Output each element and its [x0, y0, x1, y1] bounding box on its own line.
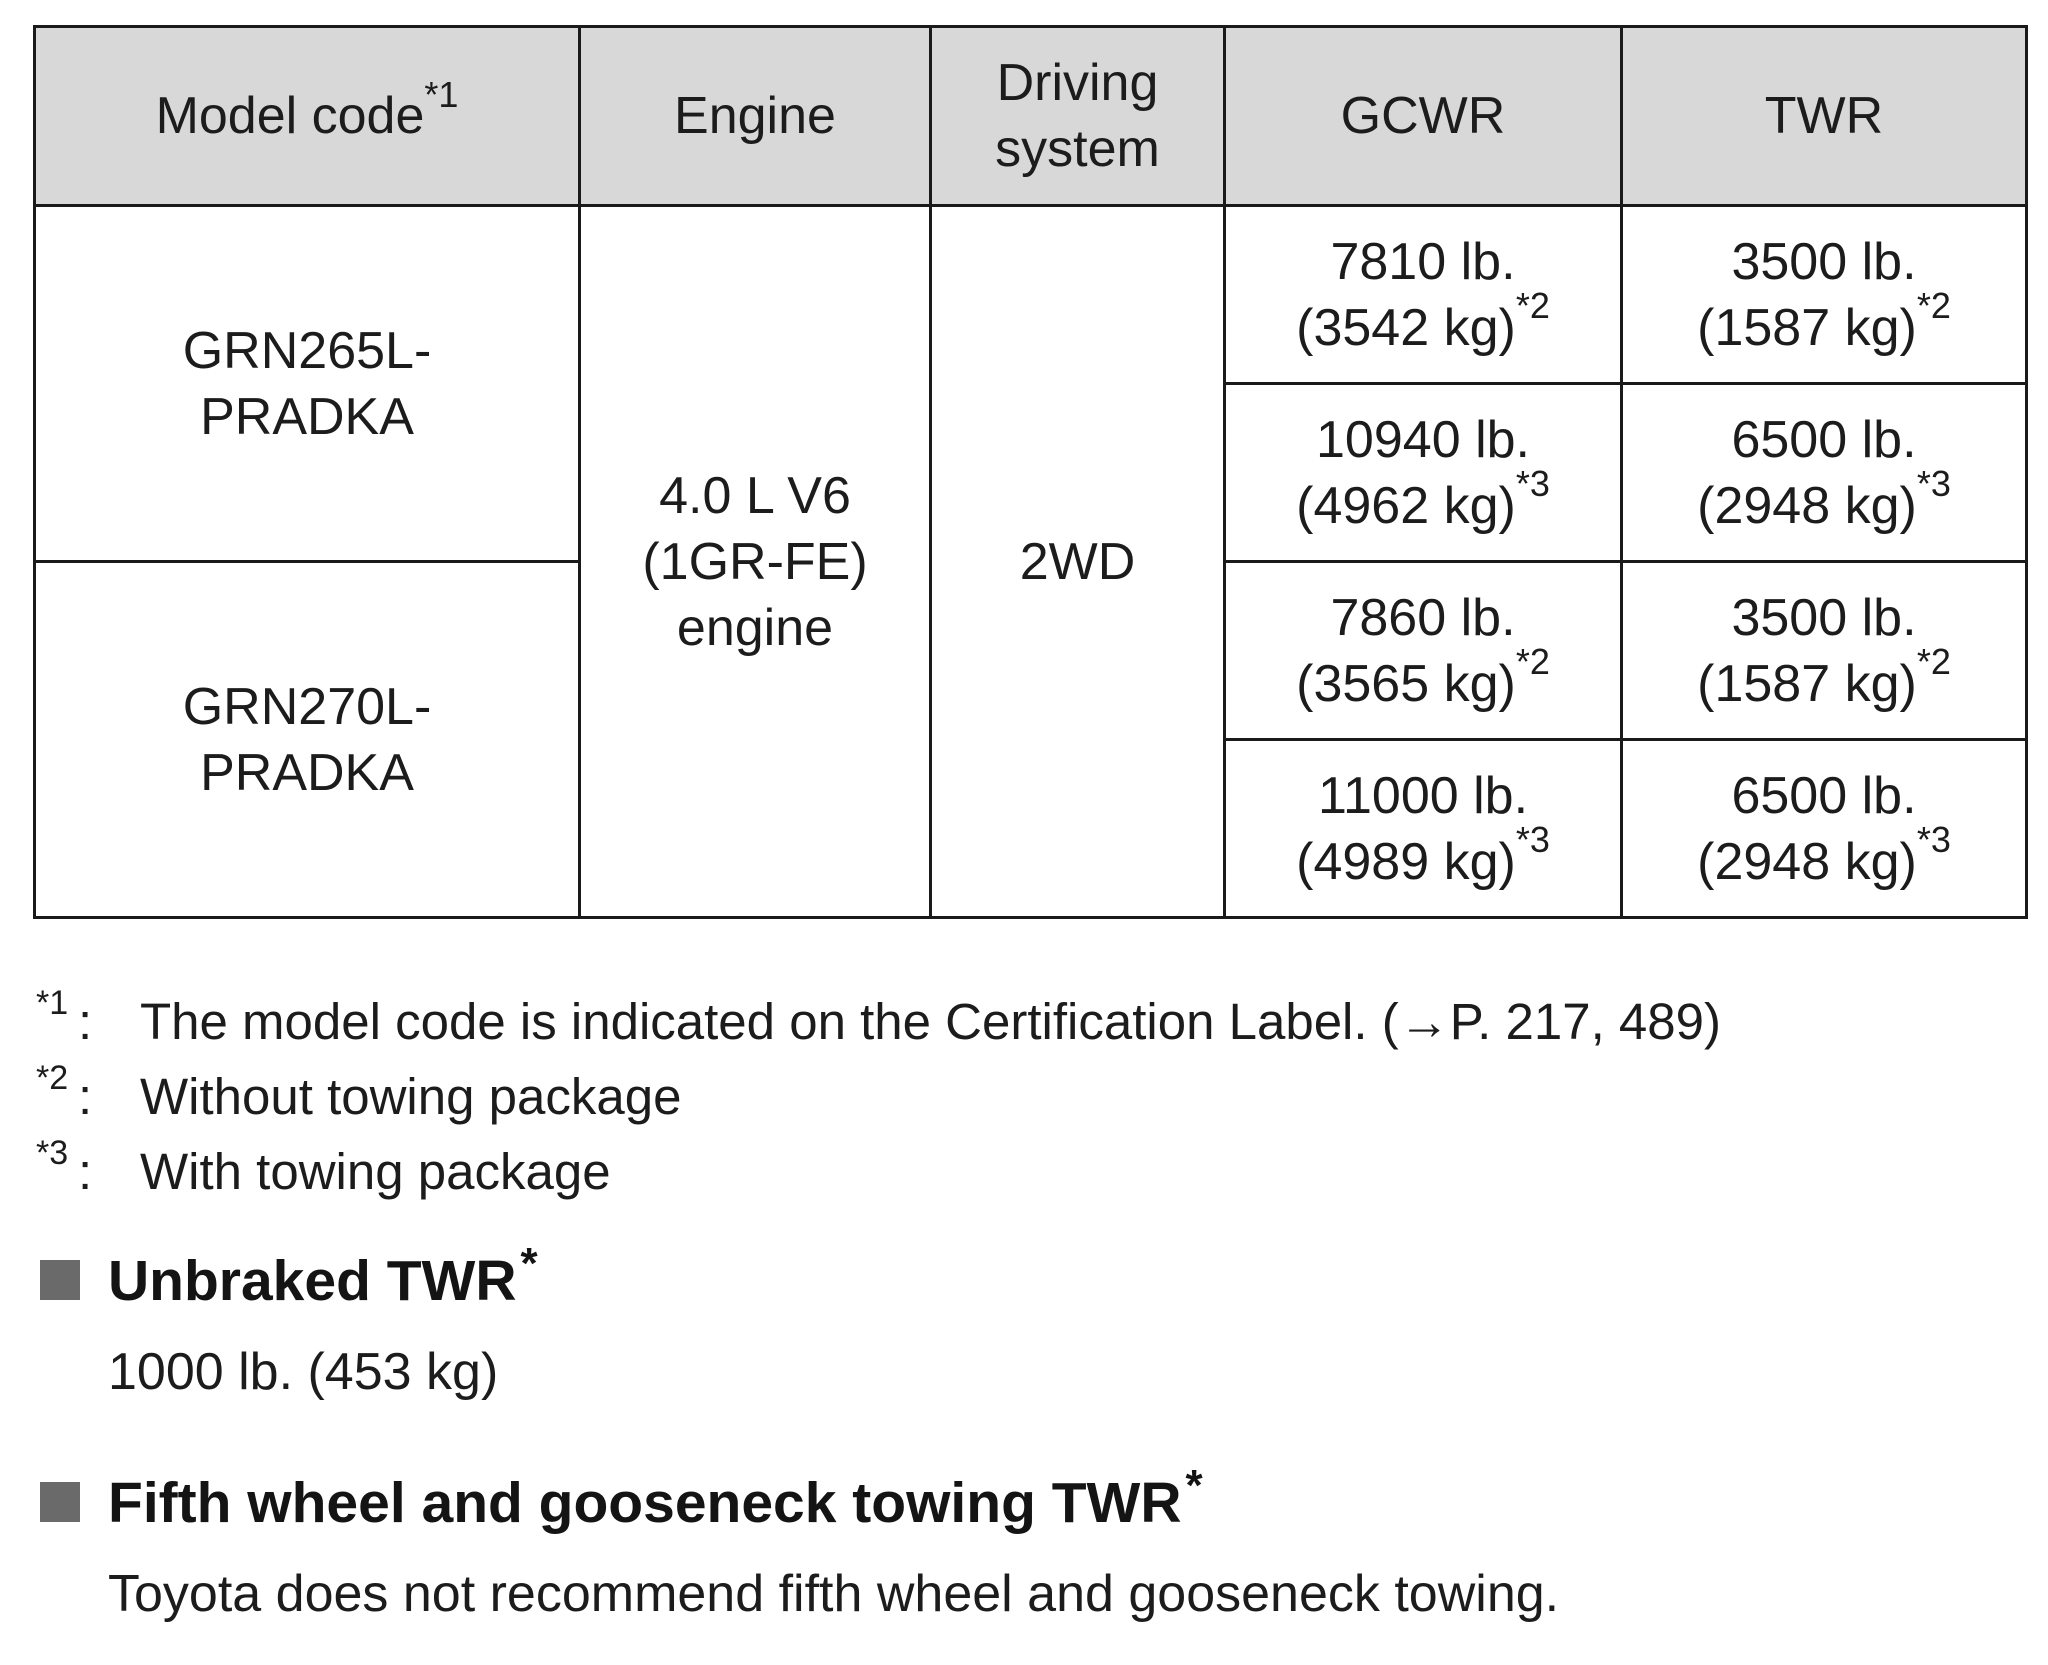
- header-gcwr: GCWR: [1225, 27, 1622, 206]
- gcwr-kg-value: (4962 kg): [1296, 476, 1516, 535]
- section-title-text: Fifth wheel and gooseneck towing TWR: [108, 1471, 1182, 1535]
- square-bullet-icon: [40, 1482, 80, 1522]
- gcwr-kg: [1236, 285, 1610, 361]
- twr-lb: 6500 lb.: [1731, 766, 1917, 825]
- footnote-ref: *2: [1515, 285, 1550, 327]
- gcwr-cell: [1225, 740, 1622, 918]
- section-title-text: Unbraked TWR: [108, 1249, 517, 1313]
- gcwr-lb: 7810 lb.: [1330, 232, 1516, 291]
- gcwr-kg-value: (3542 kg): [1296, 298, 1516, 357]
- gcwr-cell: [1225, 384, 1622, 562]
- table-header-row: [35, 27, 2027, 206]
- twr-lb: 3500 lb.: [1731, 588, 1917, 647]
- table-row: [35, 206, 2027, 384]
- twr-kg-value: (2948 kg): [1697, 476, 1917, 535]
- footnote-text: With towing package: [140, 1143, 611, 1200]
- twr-lb: 6500 lb.: [1731, 410, 1917, 469]
- twr-kg: [1633, 285, 2015, 361]
- header-engine: Engine: [580, 27, 931, 206]
- twr-cell: [1622, 740, 2027, 918]
- twr-kg: [1633, 463, 2015, 539]
- twr-kg: [1633, 819, 2015, 895]
- footnote-mark: *2: [36, 1059, 69, 1097]
- section-heading: [36, 1458, 1559, 1548]
- footnote-ref: *2: [1916, 285, 1951, 327]
- twr-lb: 3500 lb.: [1731, 232, 1917, 291]
- footnote-ref: *3: [1916, 463, 1951, 505]
- model-code-line1: GRN265L-: [182, 321, 432, 380]
- footnote-ref: *1: [424, 73, 459, 115]
- gcwr-kg-value: (3565 kg): [1296, 654, 1516, 713]
- footnote-item: [36, 1134, 2026, 1209]
- twr-kg-value: (1587 kg): [1697, 298, 1917, 357]
- footnote-item: [36, 984, 2026, 1059]
- twr-cell: [1622, 206, 2027, 384]
- model-code-cell: [35, 562, 580, 918]
- footnote-mark: *3: [36, 1134, 69, 1172]
- model-code-line2: PRADKA: [200, 743, 414, 802]
- footnote-ref: *3: [1916, 819, 1951, 861]
- gcwr-cell: [1225, 562, 1622, 740]
- engine-line1: 4.0 L V6: [659, 466, 851, 525]
- footnote-colon: :: [78, 1143, 93, 1200]
- footnote-text: Without towing package: [140, 1068, 682, 1125]
- twr-kg: [1633, 641, 2015, 717]
- header-driving-system-line1: Driving: [996, 54, 1159, 112]
- model-code-line2: PRADKA: [200, 387, 414, 446]
- footnote-ref: *2: [1515, 641, 1550, 683]
- engine-line2: (1GR-FE): [642, 532, 868, 591]
- section-body: 1000 lb. (453 kg): [108, 1343, 499, 1401]
- model-code-cell: [35, 206, 580, 562]
- towing-capacity-table: [33, 25, 2028, 919]
- gcwr-kg: [1236, 819, 1610, 895]
- section-title: [108, 1236, 538, 1331]
- header-twr: TWR: [1622, 27, 2027, 206]
- footnote-colon: :: [78, 993, 93, 1050]
- unbraked-twr-section: [36, 1236, 538, 1412]
- asterisk-mark: *: [1185, 1461, 1203, 1510]
- model-code-line1: GRN270L-: [182, 677, 432, 736]
- gcwr-kg: [1236, 641, 1610, 717]
- header-model-code: [35, 27, 580, 206]
- footnote-colon: :: [78, 1068, 93, 1125]
- section-heading: [36, 1236, 538, 1326]
- gcwr-cell: [1225, 206, 1622, 384]
- square-bullet-icon: [40, 1260, 80, 1300]
- footnotes-list: [36, 984, 2026, 1209]
- gcwr-lb: 7860 lb.: [1330, 588, 1516, 647]
- twr-cell: [1622, 562, 2027, 740]
- header-model-code-label: Model code: [155, 87, 425, 145]
- section-title: [108, 1458, 1203, 1553]
- header-driving-system-line2: system: [995, 120, 1160, 178]
- section-body: Toyota does not recommend fifth wheel and gooseneck towing.: [108, 1565, 1560, 1623]
- gcwr-kg-value: (4989 kg): [1296, 832, 1516, 891]
- gcwr-kg: [1236, 463, 1610, 539]
- footnote-ref: *3: [1515, 463, 1550, 505]
- twr-cell: [1622, 384, 2027, 562]
- twr-kg-value: (1587 kg): [1697, 654, 1917, 713]
- asterisk-mark: *: [520, 1239, 538, 1288]
- footnote-text: The model code is indicated on the Certification Label. (→P. 217, 489): [140, 993, 1721, 1050]
- footnote-mark: *1: [36, 984, 69, 1022]
- header-driving-system: [931, 27, 1225, 206]
- footnote-item: [36, 1059, 2026, 1134]
- gcwr-lb: 10940 lb.: [1316, 410, 1530, 469]
- gcwr-lb: 11000 lb.: [1317, 766, 1529, 825]
- fifth-wheel-twr-section: [36, 1458, 1559, 1634]
- footnote-ref: *2: [1916, 641, 1951, 683]
- engine-cell: [580, 206, 931, 918]
- driving-system-cell: 2WD: [931, 206, 1225, 918]
- twr-kg-value: (2948 kg): [1697, 832, 1917, 891]
- footnote-ref: *3: [1515, 819, 1550, 861]
- engine-line3: engine: [676, 598, 834, 657]
